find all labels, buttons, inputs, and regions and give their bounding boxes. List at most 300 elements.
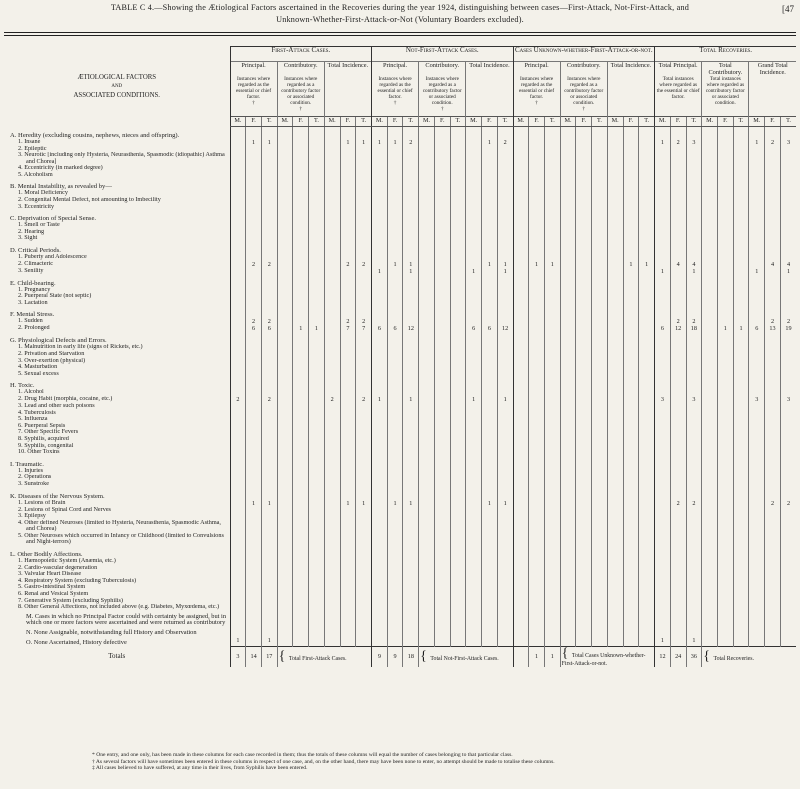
desc-marker: † xyxy=(582,106,586,112)
value-cell xyxy=(780,416,796,423)
value-cell xyxy=(749,449,765,456)
value-cell xyxy=(450,293,466,300)
value-cell xyxy=(717,254,733,261)
value-cell xyxy=(765,565,781,572)
value-cell xyxy=(340,410,356,417)
value-cell xyxy=(497,474,513,481)
table-row xyxy=(4,474,796,481)
mft-cell: M. xyxy=(230,117,246,127)
value-cell xyxy=(497,204,513,211)
empty-cell xyxy=(576,306,592,318)
value-cell xyxy=(419,358,435,365)
value-cell xyxy=(403,565,419,572)
mft-cell: T. xyxy=(356,117,372,127)
value-cell xyxy=(356,152,372,165)
value-cell xyxy=(655,474,671,481)
value-cell xyxy=(607,396,623,403)
value-cell xyxy=(717,423,733,430)
table-row xyxy=(4,351,796,358)
table-row xyxy=(4,261,796,268)
empty-cell xyxy=(576,210,592,222)
value-cell xyxy=(450,533,466,546)
value-cell xyxy=(246,229,262,236)
value-cell: 3 xyxy=(749,396,765,403)
subheader-3-contributory: Contributory. xyxy=(560,62,607,77)
value-cell xyxy=(419,371,435,378)
empty-cell xyxy=(529,306,545,318)
empty-cell xyxy=(544,377,560,389)
value-cell xyxy=(576,190,592,197)
value-cell xyxy=(560,507,576,514)
value-cell xyxy=(576,591,592,598)
value-cell xyxy=(230,358,246,365)
empty-cell xyxy=(702,127,718,139)
value-cell xyxy=(387,565,403,572)
value-cell xyxy=(309,403,325,410)
value-cell xyxy=(544,235,560,242)
totals-row xyxy=(4,646,796,667)
row-label: 5. Other Neuroses which occurred in Infancy or Childhood (limited to Convulsions and Night-terrors) xyxy=(18,532,224,546)
value-cell xyxy=(717,204,733,211)
value-cell xyxy=(560,165,576,172)
empty-cell xyxy=(293,178,309,190)
value-cell xyxy=(702,325,718,332)
value-cell xyxy=(560,229,576,236)
group-header-2: Not-First-Attack Cases. xyxy=(372,47,514,62)
value-cell xyxy=(246,204,262,211)
value-cell xyxy=(372,254,388,261)
value-cell xyxy=(356,591,372,598)
value-cell xyxy=(434,513,450,520)
subheader-3-total-incidence: Total Incidence. xyxy=(607,62,654,117)
empty-cell xyxy=(466,377,482,389)
value-cell: 2 xyxy=(340,261,356,268)
desc-text: Instances where regarded as the essential or chief factor. xyxy=(236,76,272,100)
value-cell: 1 xyxy=(497,396,513,403)
value-cell xyxy=(544,468,560,475)
empty-cell xyxy=(639,242,655,254)
value-cell xyxy=(623,584,639,591)
value-cell xyxy=(466,318,482,325)
value-cell xyxy=(293,520,309,533)
value-cell xyxy=(733,423,749,430)
value-cell xyxy=(293,389,309,396)
value-cell xyxy=(733,611,749,627)
empty-cell xyxy=(670,332,686,344)
value-cell xyxy=(749,468,765,475)
value-cell xyxy=(702,172,718,179)
value-cell xyxy=(733,235,749,242)
value-cell xyxy=(780,474,796,481)
empty-cell xyxy=(765,377,781,389)
value-cell xyxy=(466,429,482,436)
value-cell xyxy=(765,558,781,565)
value-cell xyxy=(497,520,513,533)
value-cell xyxy=(560,436,576,443)
value-cell: 2 xyxy=(324,396,340,403)
value-cell: 1 xyxy=(749,268,765,275)
empty-cell xyxy=(403,127,419,139)
value-cell xyxy=(765,429,781,436)
value-cell xyxy=(513,565,529,572)
value-cell xyxy=(544,152,560,165)
value-cell xyxy=(466,584,482,591)
value-cell xyxy=(623,325,639,332)
section-label: C. Deprivation of Special Sense. xyxy=(10,215,97,223)
value-cell xyxy=(340,513,356,520)
empty-cell xyxy=(544,210,560,222)
value-cell xyxy=(372,287,388,294)
value-cell: 2 xyxy=(497,139,513,146)
value-cell xyxy=(387,222,403,229)
value-cell xyxy=(670,371,686,378)
empty-cell xyxy=(717,377,733,389)
value-cell xyxy=(544,364,560,371)
value-cell xyxy=(655,410,671,417)
value-cell xyxy=(246,300,262,307)
empty-cell xyxy=(387,275,403,287)
value-cell xyxy=(529,197,545,204)
empty-cell xyxy=(623,488,639,500)
value-cell xyxy=(324,429,340,436)
value-cell xyxy=(560,533,576,546)
value-cell xyxy=(513,627,529,637)
value-cell xyxy=(261,443,277,450)
value-cell xyxy=(765,598,781,605)
value-cell xyxy=(324,344,340,351)
value-cell xyxy=(749,423,765,430)
value-cell xyxy=(780,371,796,378)
value-cell xyxy=(497,481,513,488)
empty-cell xyxy=(356,210,372,222)
value-cell xyxy=(529,268,545,275)
empty-cell xyxy=(309,377,325,389)
row-label: 2. Puerperal State (not septic) xyxy=(18,293,92,300)
value-cell xyxy=(733,197,749,204)
value-cell xyxy=(356,584,372,591)
value-cell xyxy=(576,396,592,403)
empty-cell xyxy=(592,306,608,318)
row-label: 3. Sunstroke xyxy=(18,480,49,487)
value-cell xyxy=(670,533,686,546)
value-cell xyxy=(497,468,513,475)
value-cell xyxy=(655,591,671,598)
value-cell xyxy=(277,261,293,268)
value-cell xyxy=(261,520,277,533)
value-cell xyxy=(246,268,262,275)
value-cell xyxy=(403,436,419,443)
value-cell xyxy=(780,358,796,365)
value-cell xyxy=(497,571,513,578)
value-cell xyxy=(387,293,403,300)
value-cell xyxy=(293,371,309,378)
value-cell xyxy=(434,571,450,578)
value-cell xyxy=(749,611,765,627)
empty-cell xyxy=(576,488,592,500)
empty-cell xyxy=(261,127,277,139)
value-cell xyxy=(780,627,796,637)
value-cell xyxy=(434,449,450,456)
empty-cell xyxy=(419,178,435,190)
value-cell xyxy=(607,222,623,229)
mft-cell: M. xyxy=(749,117,765,127)
empty-cell xyxy=(592,332,608,344)
value-cell xyxy=(309,344,325,351)
row-label: 5. Gastro-intestinal System xyxy=(18,584,86,591)
empty-cell xyxy=(277,210,293,222)
value-cell xyxy=(623,371,639,378)
value-cell xyxy=(529,410,545,417)
value-cell xyxy=(529,152,545,165)
value-cell xyxy=(702,474,718,481)
value-cell xyxy=(702,604,718,611)
value-cell xyxy=(623,358,639,365)
value-cell xyxy=(749,436,765,443)
value-cell xyxy=(655,443,671,450)
value-cell xyxy=(623,604,639,611)
value-cell xyxy=(702,364,718,371)
value-cell xyxy=(544,571,560,578)
value-cell xyxy=(482,300,498,307)
value-cell xyxy=(340,190,356,197)
value-cell xyxy=(623,627,639,637)
value-cell xyxy=(623,403,639,410)
value-cell xyxy=(387,416,403,423)
value-cell: 2 xyxy=(356,318,372,325)
value-cell xyxy=(592,364,608,371)
value-cell xyxy=(670,389,686,396)
value-cell xyxy=(655,611,671,627)
value-cell xyxy=(261,591,277,598)
value-cell xyxy=(686,443,702,450)
value-cell xyxy=(356,468,372,475)
value-cell xyxy=(466,474,482,481)
value-cell xyxy=(419,396,435,403)
value-cell xyxy=(749,520,765,533)
value-cell xyxy=(403,481,419,488)
value-cell xyxy=(717,533,733,546)
row-label: 2. Climacteric xyxy=(18,260,54,267)
value-cell xyxy=(324,229,340,236)
empty-cell xyxy=(497,377,513,389)
value-cell xyxy=(544,436,560,443)
empty-cell xyxy=(324,332,340,344)
row-label: 3. Valvular Heart Disease xyxy=(18,571,82,578)
value-cell xyxy=(576,565,592,572)
value-cell xyxy=(607,591,623,598)
value-cell xyxy=(576,172,592,179)
value-cell xyxy=(309,571,325,578)
empty-cell xyxy=(340,456,356,468)
row-label: 7. Other Specific Fevers xyxy=(18,429,79,436)
value-cell xyxy=(324,325,340,332)
value-cell xyxy=(560,358,576,365)
table-row xyxy=(4,423,796,430)
empty-cell xyxy=(655,377,671,389)
value-cell xyxy=(576,571,592,578)
factor-header xyxy=(4,47,230,127)
value-cell xyxy=(623,300,639,307)
value-cell xyxy=(450,222,466,229)
value-cell xyxy=(434,584,450,591)
value-cell xyxy=(230,204,246,211)
value-cell xyxy=(544,513,560,520)
empty-cell xyxy=(655,210,671,222)
empty-cell xyxy=(450,306,466,318)
mft-cell: T. xyxy=(639,117,655,127)
value-cell xyxy=(230,520,246,533)
value-cell xyxy=(466,204,482,211)
value-cell xyxy=(324,146,340,153)
value-cell xyxy=(246,396,262,403)
value-cell xyxy=(403,474,419,481)
value-cell xyxy=(655,578,671,585)
row-label: 3. Eccentricity xyxy=(18,203,55,210)
value-cell xyxy=(529,293,545,300)
value-cell xyxy=(765,152,781,165)
empty-cell xyxy=(466,332,482,344)
value-cell xyxy=(780,287,796,294)
value-cell xyxy=(513,598,529,605)
value-cell xyxy=(560,598,576,605)
totals-not-first-label xyxy=(419,646,513,667)
value-cell xyxy=(655,436,671,443)
value-cell: 1 xyxy=(466,396,482,403)
value-cell xyxy=(434,152,450,165)
value-cell xyxy=(403,254,419,261)
value-cell xyxy=(686,591,702,598)
value-cell xyxy=(529,254,545,261)
value-cell xyxy=(293,598,309,605)
value-cell xyxy=(544,197,560,204)
row-label: 5. Influenza xyxy=(18,416,48,423)
empty-cell xyxy=(686,178,702,190)
value-cell xyxy=(372,591,388,598)
value-cell xyxy=(733,533,749,546)
empty-cell xyxy=(749,332,765,344)
value-cell xyxy=(387,229,403,236)
value-cell xyxy=(246,197,262,204)
table-row xyxy=(4,235,796,242)
value-cell xyxy=(560,449,576,456)
empty-cell xyxy=(560,377,576,389)
empty-cell xyxy=(639,178,655,190)
empty-cell xyxy=(717,306,733,318)
value-cell xyxy=(434,436,450,443)
value-cell xyxy=(261,513,277,520)
empty-cell xyxy=(482,210,498,222)
empty-cell xyxy=(607,377,623,389)
value-cell xyxy=(607,197,623,204)
value-cell xyxy=(780,449,796,456)
value-cell xyxy=(576,197,592,204)
mft-cell: F. xyxy=(340,117,356,127)
value-cell xyxy=(246,513,262,520)
value-cell: 3 xyxy=(780,396,796,403)
value-cell: 3 xyxy=(655,396,671,403)
value-cell xyxy=(356,235,372,242)
table-row xyxy=(4,416,796,423)
value-cell xyxy=(309,584,325,591)
value-cell xyxy=(497,358,513,365)
value-cell xyxy=(466,190,482,197)
value-cell xyxy=(639,165,655,172)
value-cell xyxy=(419,520,435,533)
value-cell xyxy=(246,637,262,647)
subheader-2-total-incidence: Total Incidence. xyxy=(466,62,513,117)
value-cell xyxy=(607,403,623,410)
value-cell xyxy=(592,146,608,153)
empty-cell xyxy=(702,332,718,344)
empty-cell xyxy=(780,210,796,222)
empty-cell xyxy=(733,456,749,468)
value-cell xyxy=(356,172,372,179)
value-cell xyxy=(670,358,686,365)
empty-cell xyxy=(497,242,513,254)
value-cell xyxy=(482,513,498,520)
empty-cell xyxy=(733,332,749,344)
empty-cell xyxy=(497,456,513,468)
value-cell xyxy=(765,481,781,488)
value-cell xyxy=(230,513,246,520)
empty-cell xyxy=(293,546,309,558)
value-cell xyxy=(230,429,246,436)
value-cell xyxy=(529,474,545,481)
value-cell xyxy=(387,190,403,197)
empty-cell xyxy=(544,242,560,254)
empty-cell xyxy=(372,210,388,222)
value-cell xyxy=(717,520,733,533)
empty-cell xyxy=(765,488,781,500)
value-cell xyxy=(592,254,608,261)
value-cell xyxy=(702,229,718,236)
value-cell xyxy=(324,578,340,585)
value-cell xyxy=(655,254,671,261)
value-cell xyxy=(623,507,639,514)
value-cell xyxy=(246,165,262,172)
value-cell xyxy=(749,443,765,450)
value-cell xyxy=(655,533,671,546)
value-cell xyxy=(309,351,325,358)
value-cell xyxy=(529,507,545,514)
value-cell xyxy=(576,513,592,520)
empty-cell xyxy=(513,546,529,558)
empty-cell xyxy=(765,456,781,468)
value-cell xyxy=(780,637,796,647)
value-cell xyxy=(434,229,450,236)
value-cell xyxy=(686,416,702,423)
value-cell xyxy=(686,165,702,172)
table-row xyxy=(4,604,796,611)
section-label: G. Physiological Defects and Errors. xyxy=(10,337,107,345)
value-cell: 1 xyxy=(387,261,403,268)
value-cell xyxy=(592,325,608,332)
value-cell xyxy=(733,229,749,236)
empty-cell xyxy=(623,332,639,344)
value-cell xyxy=(419,318,435,325)
section-label: K. Diseases of the Nervous System. xyxy=(10,492,105,500)
value-cell xyxy=(434,443,450,450)
value-cell xyxy=(403,558,419,565)
empty-cell xyxy=(356,178,372,190)
value-cell xyxy=(780,468,796,475)
value-cell xyxy=(607,598,623,605)
value-cell xyxy=(497,197,513,204)
value-cell xyxy=(765,423,781,430)
value-cell xyxy=(277,474,293,481)
value-cell xyxy=(576,598,592,605)
value-cell xyxy=(576,449,592,456)
